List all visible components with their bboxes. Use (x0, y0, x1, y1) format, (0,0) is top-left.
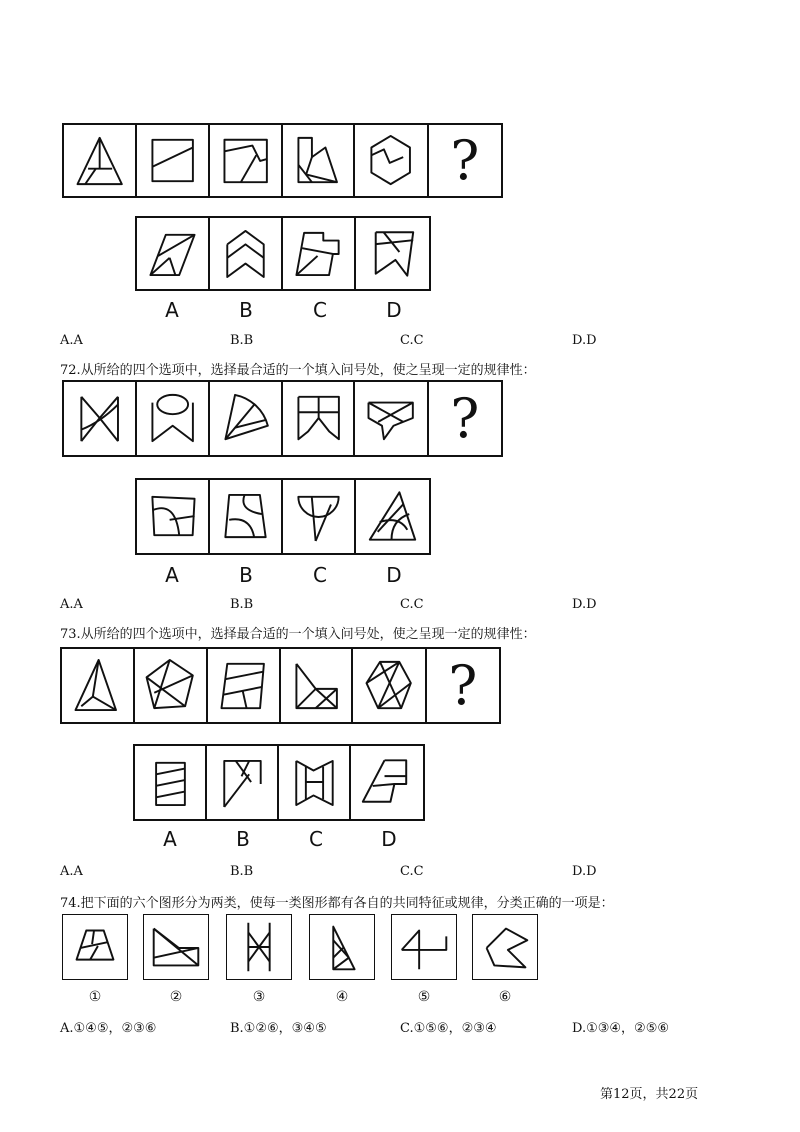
q71-question-row (62, 123, 503, 198)
q73-option-c[interactable] (279, 746, 351, 819)
q74-figure-2 (143, 914, 209, 980)
q71-options-row (135, 216, 431, 291)
q72-letter-d: D (386, 563, 402, 587)
q74-number-1: ① (88, 989, 102, 1005)
q74-answer-a[interactable]: A.①④⑤，②③⑥ (60, 1021, 157, 1036)
q74-prompt: 74.把下面的六个图形分为两类，使每一类图形都有各自的共同特征或规律，分类正确的一项是： (60, 896, 614, 911)
q72-option-b[interactable] (210, 480, 283, 553)
q74-figure-6 (472, 914, 538, 980)
q74-answer-b[interactable]: B.①②⑥，③④⑤ (230, 1021, 327, 1036)
q72-prompt: 72.从所给的四个选项中，选择最合适的一个填入问号处，使之呈现一定的规律性： (60, 363, 536, 378)
q72-figure-3 (210, 382, 283, 455)
q73-answer-d[interactable]: D.D (572, 864, 597, 879)
q72-letter-c: C (313, 563, 327, 587)
q72-option-c[interactable] (283, 480, 356, 553)
q73-figure-5 (353, 649, 426, 722)
q74-figure-5 (391, 914, 457, 980)
question-mark: ? (450, 129, 480, 192)
q73-letter-d: D (381, 827, 397, 851)
q74-number-3: ③ (252, 989, 266, 1005)
q71-figure-4 (283, 125, 355, 196)
q73-answer-a[interactable]: A.A (60, 864, 83, 879)
q71-figure-2 (137, 125, 209, 196)
q71-option-d[interactable] (356, 218, 429, 289)
q71-figure-5 (355, 125, 428, 196)
q71-answer-a[interactable]: A.A (60, 333, 83, 348)
q72-answer-b[interactable]: B.B (230, 597, 254, 612)
q72-letter-a: A (165, 563, 179, 587)
q74-answer-c[interactable]: C.①⑤⑥，②③④ (400, 1021, 497, 1036)
q72-answer-a[interactable]: A.A (60, 597, 83, 612)
q73-question-row (60, 647, 501, 724)
q71-letter-a: A (165, 298, 179, 322)
q74-figure-3 (226, 914, 292, 980)
q71-answer-c[interactable]: C.C (400, 333, 424, 348)
q73-figure-1 (62, 649, 135, 722)
q71-question-mark (429, 125, 501, 196)
q73-answer-c[interactable]: C.C (400, 864, 424, 879)
q73-option-d[interactable] (351, 746, 423, 819)
q72-figure-2 (137, 382, 209, 455)
q74-number-5: ⑤ (417, 989, 431, 1005)
q74-number-2: ② (169, 989, 183, 1005)
q71-figure-3 (210, 125, 283, 196)
q73-options-row (133, 744, 425, 821)
page-footer: 第12页，共22页 (600, 1087, 699, 1102)
q71-answer-d[interactable]: D.D (572, 333, 597, 348)
q74-figure-1 (62, 914, 128, 980)
q73-figure-3 (208, 649, 281, 722)
q71-answer-b[interactable]: B.B (230, 333, 254, 348)
q72-figure-1 (64, 382, 137, 455)
q74-answer-d[interactable]: D.①③④，②⑤⑥ (572, 1021, 670, 1036)
q73-question-mark (427, 649, 499, 722)
q72-question-mark (429, 382, 501, 455)
q73-answer-b[interactable]: B.B (230, 864, 254, 879)
q71-option-a[interactable] (137, 218, 210, 289)
q74-number-4: ④ (335, 989, 349, 1005)
q72-figure-5 (355, 382, 428, 455)
q72-figure-4 (283, 382, 355, 455)
q72-options-row (135, 478, 431, 555)
q72-option-d[interactable] (356, 480, 429, 553)
q73-prompt: 73.从所给的四个选项中，选择最合适的一个填入问号处，使之呈现一定的规律性： (60, 627, 536, 642)
q72-letter-b: B (239, 563, 253, 587)
question-mark: ? (450, 387, 480, 450)
q73-letter-c: C (309, 827, 323, 851)
q71-figure-1 (64, 125, 137, 196)
q71-option-c[interactable] (283, 218, 356, 289)
q74-figure-4 (309, 914, 375, 980)
q71-letter-d: D (386, 298, 402, 322)
q72-answer-d[interactable]: D.D (572, 597, 597, 612)
question-mark: ? (448, 654, 478, 717)
q74-number-6: ⑥ (498, 989, 512, 1005)
q71-letter-c: C (313, 298, 327, 322)
q72-answer-c[interactable]: C.C (400, 597, 424, 612)
q73-option-a[interactable] (135, 746, 207, 819)
q73-letter-a: A (163, 827, 177, 851)
q73-figure-4 (281, 649, 353, 722)
q73-option-b[interactable] (207, 746, 279, 819)
q73-figure-2 (135, 649, 207, 722)
q71-option-b[interactable] (210, 218, 283, 289)
q72-option-a[interactable] (137, 480, 210, 553)
q72-question-row (62, 380, 503, 457)
q71-letter-b: B (239, 298, 253, 322)
q73-letter-b: B (236, 827, 250, 851)
